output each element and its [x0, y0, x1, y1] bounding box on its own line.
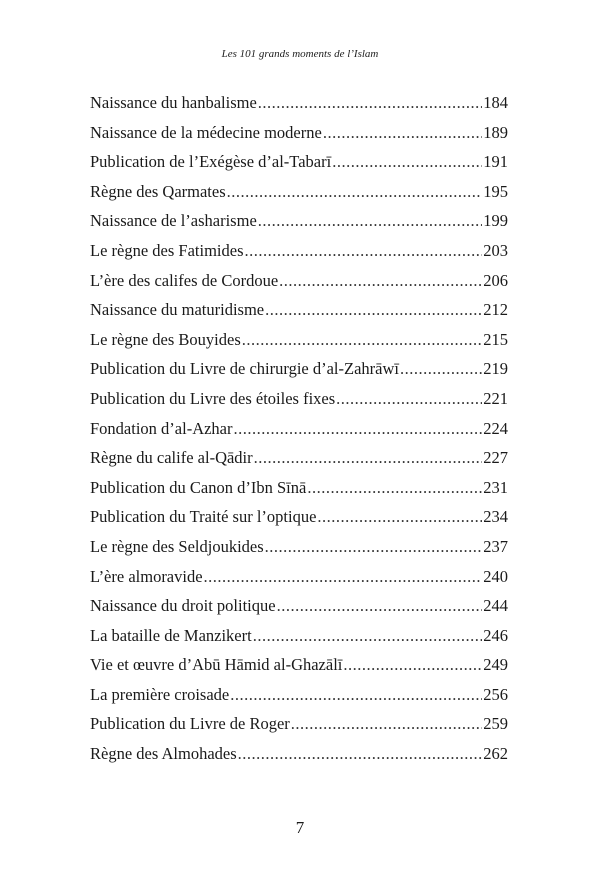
running-header: Les 101 grands moments de l’Islam	[221, 48, 379, 60]
toc-entry[interactable]	[90, 354, 508, 384]
toc-entry[interactable]	[90, 591, 508, 621]
leader-dots	[258, 206, 482, 236]
toc-entry-page: 199	[483, 211, 508, 231]
leader-dots	[400, 354, 482, 384]
toc-entry-title: Naissance du droit politique	[90, 596, 276, 616]
toc-entry[interactable]	[90, 384, 508, 414]
toc-entry-title: Publication du Canon d’Ibn Sīnā	[90, 477, 307, 497]
toc-entry-page: 191	[483, 152, 508, 172]
leader-dots	[234, 414, 483, 444]
toc-entry[interactable]	[90, 118, 508, 148]
toc-entry[interactable]	[90, 236, 508, 266]
toc-entry-title: Le règne des Bouyides	[90, 329, 241, 349]
toc-entry-page: 231	[483, 477, 508, 497]
leader-dots	[343, 650, 482, 680]
toc-entry-title: Vie et œuvre d’Abū Hāmid al-Ghazālī	[90, 655, 343, 675]
leader-dots	[279, 266, 482, 296]
toc-entry[interactable]	[90, 562, 508, 592]
toc-entry[interactable]	[90, 266, 508, 296]
toc-entry[interactable]	[90, 709, 508, 739]
toc-entry-title: L’ère almoravide	[90, 566, 203, 586]
toc-entry-title: Publication du Livre de chirurgie d’al-Zahrāwī	[90, 359, 399, 379]
toc-entry-title: Le règne des Fatimides	[90, 240, 244, 260]
toc-entry[interactable]	[90, 414, 508, 444]
toc-entry-title: Publication du Livre des étoiles fixes	[90, 388, 336, 408]
toc-entry-page: 227	[483, 448, 508, 468]
toc-entry-page: 234	[483, 507, 508, 527]
leader-dots	[277, 591, 483, 621]
toc-entry-title: Règne des Almohades	[90, 744, 237, 764]
toc-entry-title: Naissance de l’asharisme	[90, 211, 257, 231]
toc-entry-title: Publication de l’Exégèse d’al-Tabarī	[90, 152, 332, 172]
leader-dots	[245, 236, 483, 266]
toc-entry-title: Fondation d’al-Azhar	[90, 418, 233, 438]
toc-entry[interactable]	[90, 147, 508, 177]
leader-dots	[291, 709, 482, 739]
toc-entry-page: 259	[483, 714, 508, 734]
toc-entry[interactable]	[90, 502, 508, 532]
toc-entry[interactable]	[90, 680, 508, 710]
toc-entry-page: 237	[483, 536, 508, 556]
toc-entry-page: 262	[483, 744, 508, 764]
toc-entry[interactable]	[90, 621, 508, 651]
toc-entry-page: 215	[483, 329, 508, 349]
leader-dots	[317, 502, 482, 532]
leader-dots	[227, 177, 483, 207]
toc-entry-page: 240	[483, 566, 508, 586]
toc-entry-page: 221	[483, 388, 508, 408]
toc-entry-title: Publication du Traité sur l’optique	[90, 507, 317, 527]
toc-entry-title: Naissance du maturidisme	[90, 300, 265, 320]
leader-dots	[307, 473, 482, 503]
toc-entry[interactable]	[90, 473, 508, 503]
leader-dots	[204, 562, 483, 592]
toc-entry-title: Règne des Qarmates	[90, 181, 226, 201]
toc-entry[interactable]	[90, 295, 508, 325]
toc-entry-title: Naissance de la médecine moderne	[90, 122, 322, 142]
leader-dots	[253, 621, 483, 651]
leader-dots	[265, 295, 482, 325]
toc-entry-page: 219	[483, 359, 508, 379]
toc-entry[interactable]	[90, 443, 508, 473]
toc-entry-title: Le règne des Seldjoukides	[90, 536, 264, 556]
toc-entry-page: 246	[483, 625, 508, 645]
toc-entry-title: La bataille de Manzikert	[90, 625, 252, 645]
leader-dots	[265, 532, 483, 562]
toc-entry-title: Naissance du hanbalisme	[90, 93, 257, 112]
leader-dots	[230, 680, 482, 710]
toc-entry-title: La première croisade	[90, 684, 230, 704]
toc-entry-page: 203	[483, 240, 508, 260]
toc-entry-page: 189	[483, 122, 508, 142]
toc-entry[interactable]	[90, 177, 508, 207]
table-of-contents	[90, 88, 508, 769]
toc-entry-page: 206	[483, 270, 508, 290]
page-number: 7	[295, 818, 305, 837]
toc-entry[interactable]	[90, 739, 508, 769]
toc-entry-page: 184	[483, 93, 508, 112]
leader-dots	[242, 325, 483, 355]
leader-dots	[238, 739, 483, 769]
toc-entry[interactable]	[90, 325, 508, 355]
toc-entry[interactable]	[90, 532, 508, 562]
leader-dots	[323, 118, 482, 148]
toc-entry-page: 212	[483, 300, 508, 320]
leader-dots	[254, 443, 483, 473]
toc-entry-page: 195	[483, 181, 508, 201]
toc-entry[interactable]	[90, 88, 508, 118]
toc-entry-title: Publication du Livre de Roger	[90, 714, 290, 734]
toc-entry-page: 249	[483, 655, 508, 675]
toc-entry[interactable]	[90, 650, 508, 680]
toc-entry-page: 224	[483, 418, 508, 438]
toc-entry-page: 256	[483, 684, 508, 704]
toc-entry-page: 244	[483, 596, 508, 616]
leader-dots	[258, 88, 482, 118]
toc-entry-title: Règne du calife al-Qādir	[90, 448, 253, 468]
toc-entry[interactable]	[90, 206, 508, 236]
leader-dots	[332, 147, 482, 177]
leader-dots	[336, 384, 482, 414]
toc-entry-title: L’ère des califes de Cordoue	[90, 270, 279, 290]
